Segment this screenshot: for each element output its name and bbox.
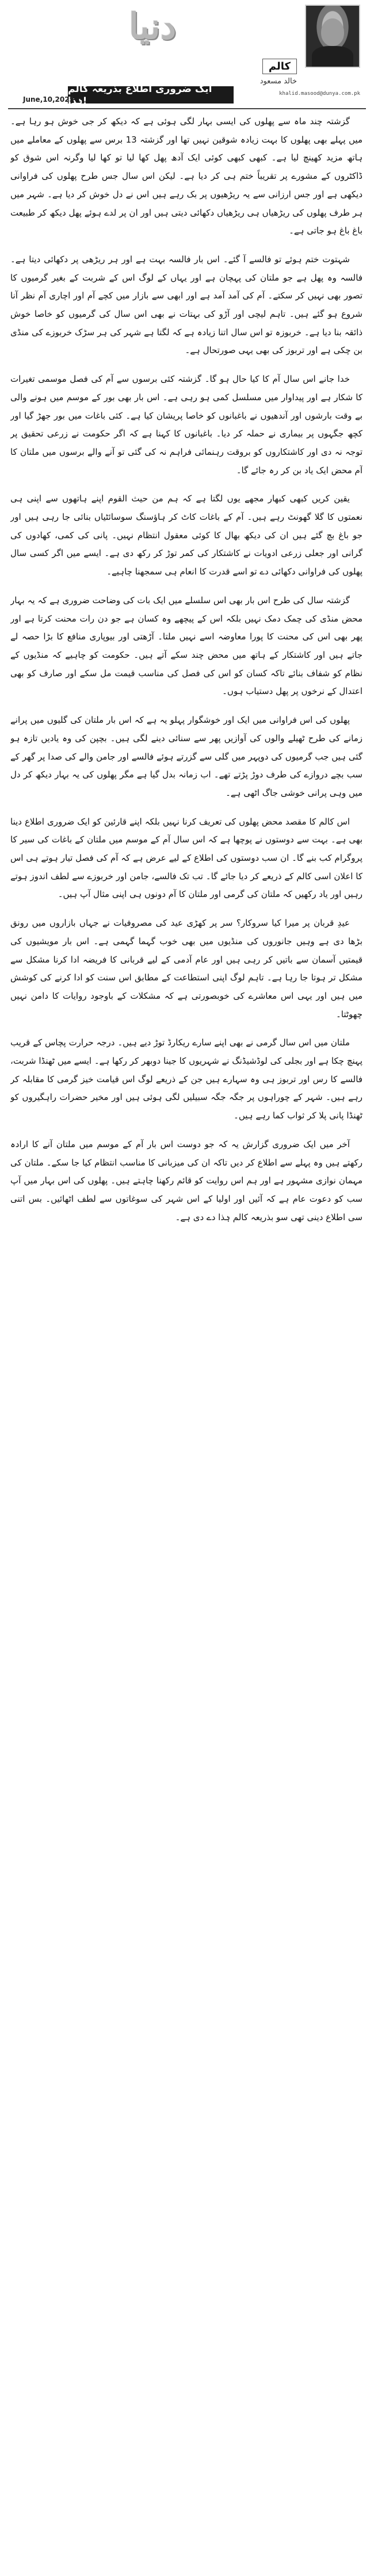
newspaper-logo	[98, 5, 207, 48]
article-paragraph: عیدِ قربان پر میرا کیا سروکار؟ سر پر کھڑی عید کی مصروفیات نے جہاں بازاروں میں رونق بڑھا دی ہے وہیں جانوروں کی منڈیوں میں بھی خوب گہما گہمی ہے۔ اس بار مویشیوں کی قیمتیں آسمان سے باتیں کر رہی ہیں اور عام آدمی کے لیے قربانی کا فریضہ ادا کرنا مشکل سے مشکل تر ہوتا جا رہا ہے۔ تاہم لوگ اپنی استطاعت کے مطابق اس سنت کو ادا کرنے کی کوشش میں ہیں اور یہی اس معاشرے کی خوبصورتی ہے کہ مشکلات کے باوجود روایات کا دامن نہیں چھوٹتا۔	[10, 918, 362, 1019]
article-paragraph: یقین کریں کبھی کبھار مجھے یوں لگتا ہے کہ ہم من حیث القوم اپنے ہاتھوں سے اپنی ہی نعمتوں کا گلا گھونٹ رہے ہیں۔ آم کے باغات کاٹ کر ہاؤسنگ سوسائٹیاں بنائی جا رہی ہیں اور جو باغ بچ گئے ہیں ان کی دیکھ بھال کا کوئی معقول انتظام نہیں۔ پانی کی کمی، کھادوں کی گرانی اور جعلی زرعی ادویات نے کاشتکار کی کمر توڑ کر رکھ دی ہے۔ ایسے میں اگر کسی سال پھلوں کی فراوانی دکھائی دے تو اسے قدرت کا انعام ہی سمجھنا چاہیے۔	[10, 493, 362, 577]
article-paragraph: اس کالم کا مقصد محض پھلوں کی تعریف کرنا نہیں بلکہ اپنے قارئین کو ایک ضروری اطلاع دینا بھی ہے۔ بہت سے دوستوں نے پوچھا ہے کہ اس سال آم کے موسم میں ملتان کے باغات کی سیر کا پروگرام کب بنے گا۔ ان سب دوستوں کی اطلاع کے لیے عرض ہے کہ آم کی فصل تیار ہوتے ہی اس کا اعلان اسی کالم کے ذریعے کر دیا جائے گا۔ تب تک فالسے، جامن اور خربوزے سے لطف اندوز ہوتے رہیں اور یاد رکھیں کہ ملتان کی گرمی اور ملتان کا آم دونوں ہی اپنی مثال آپ ہیں۔	[10, 816, 362, 900]
author-email[interactable]: khalid.masood@dunya.com.pk	[279, 91, 360, 97]
article-paragraph: آخر میں ایک ضروری گزارش یہ کہ جو دوست اس بار آم کے موسم میں ملتان آنے کا ارادہ رکھتے ہیں وہ پہلے سے اطلاع کر دیں تاکہ ان کی میزبانی کا مناسب انتظام کیا جا سکے۔ ملتان کی مہمان نوازی مشہور ہے اور ہم اس روایت کو قائم رکھنا چاہتے ہیں۔ پھلوں کی اس بہار میں آپ سب کو دعوت عام ہے کہ آئیں اور اولیا کے اس شہر کی سوغاتوں سے لطف اٹھائیں۔ بس اتنی سی اطلاع دینی تھی سو بذریعہ کالم ہٰذا دے دی ہے۔	[10, 1138, 362, 1222]
author-photo	[305, 5, 360, 68]
logo-text: دنیا	[128, 5, 177, 47]
header-divider	[8, 108, 366, 109]
article-paragraph: پھلوں کی اس فراوانی میں ایک اور خوشگوار پہلو یہ ہے کہ اس بار ملتان کی گلیوں میں پرانے زمانے کی طرح ٹھیلے والوں کی آوازیں پھر سے سنائی دینے لگی ہیں۔ بچپن کی وہ یادیں تازہ ہو گئی ہیں جب گرمیوں کی دوپہر میں گلی سے گزرتے ہوئے فالسے اور جامن والے کی صدا پر گھر کے سب بچے دروازے کی طرف دوڑ پڑتے تھے۔ اب زمانہ بدل گیا ہے مگر پھلوں کی یہ بہار دیکھ کر دل میں وہی پرانی خوشی جاگ اٹھی ہے۔	[10, 715, 362, 798]
author-name: خالد مسعود	[259, 77, 297, 86]
column-badge	[262, 59, 297, 74]
article-paragraph: گزشتہ سال کی طرح اس بار بھی اس سلسلے میں ایک بات کی وضاحت ضروری ہے کہ یہ بہار محض منڈی کی چمک دمک نہیں بلکہ اس کے پیچھے وہ کسان ہے جو دن رات محنت کرتا ہے اور پھر بھی اس کی محنت کا پورا معاوضہ اسے نہیں ملتا۔ آڑھتی اور بیوپاری منافع کا بڑا حصہ لے جاتے ہیں اور کاشتکار کے ہاتھ میں محض چند سکے آتے ہیں۔ حکومت کو چاہیے کہ منڈیوں کے نظام کو شفاف بنائے تاکہ کسان کو اس کی فصل کی مناسب قیمت مل سکے اور صارف کو بھی اعتدال کے نرخوں پر پھل دستیاب ہوں۔	[10, 595, 362, 697]
article-paragraph: خدا جانے اس سال آم کا کیا حال ہو گا۔ گزشتہ کئی برسوں سے آم کی فصل موسمی تغیرات کا شکار ہے اور پیداوار میں مسلسل کمی ہو رہی ہے۔ اس بار بھی بور کے موسم میں ہونے والی بے وقت بارشوں اور آندھیوں نے باغبانوں کو خاصا پریشان کیا ہے۔ کئی باغات میں بور جھڑ گیا اور کچھ جگہوں پر بیماری نے حملہ کر دیا۔ باغبانوں کا کہنا ہے کہ اگر حکومت نے زرعی تحقیق پر توجہ نہ دی اور کاشتکاروں کو بروقت رہنمائی فراہم نہ کی گئی تو آنے والے برسوں میں ملتان کا آم محض ایک یاد بن کر رہ جائے گا۔	[10, 374, 362, 476]
article-paragraph: ملتان میں اس سال گرمی نے بھی اپنے سارے ریکارڈ توڑ دیے ہیں۔ درجہ حرارت پچاس کے قریب پہنچ چکا ہے اور بجلی کی لوڈشیڈنگ نے شہریوں کا جینا دوبھر کر رکھا ہے۔ ایسے میں ٹھنڈا شربت، فالسے کا رس اور تربوز ہی وہ سہارے ہیں جن کے ذریعے لوگ اس قیامت خیز گرمی کا مقابلہ کر رہے ہیں۔ شہر کے چوراہوں پر جگہ جگہ سبیلیں لگی ہوئی ہیں اور مخیر حضرات راہگیروں کو ٹھنڈا پانی پلا کر ثواب کما رہے ہیں۔	[10, 1037, 362, 1121]
article-body	[10, 113, 362, 2571]
column-title: ایک ضروری اطلاع بذریعہ کالم ہٰذا!	[68, 86, 234, 103]
article-paragraph: شہتوت ختم ہوئے تو فالسے آ گئے۔ اس بار فالسہ بہت ہے اور ہر ریڑھی پر دکھائی دیتا ہے۔ فالسہ وہ پھل ہے جو ملتان کی پہچان ہے اور یہاں کے لوگ اس کے شربت کے بغیر گرمیوں کا تصور بھی نہیں کر سکتے۔ آم کی آمد آمد ہے اور ابھی سے بازار میں کچے آم اور اچاری آم نظر آنا شروع ہو گئے ہیں۔ تاہم لیچی اور آڑو کی بہتات نے بھی اس سال کی گرمیوں کو خاصا خوش ذائقہ بنا دیا ہے۔ خربوزہ تو اس سال اتنا زیادہ ہے کہ لگتا ہے شہر کی ہر سڑک خربوزے کی منڈی بن چکی ہے اور تربوز کی بھی یہی صورتحال ہے۔	[10, 254, 362, 356]
column-badge-label: کالم	[268, 60, 291, 72]
publish-date: June,10,2025	[23, 95, 74, 103]
article-paragraph: گزشتہ چند ماہ سے پھلوں کی ایسی بہار لگی ہوئی ہے کہ دیکھ کر جی خوش ہو رہا ہے۔ میں پہلے بھی پھلوں کا بہت زیادہ شوقین نہیں تھا اور گزشتہ 13 برس سے پھلوں کے معاملے میں ہاتھ مزید کھینچ لیا ہے۔ کبھی کبھی کوئی ایک آدھ پھل کھا لیا تو کھا لیا وگرنہ اس شوق کو ڈاکٹروں کے مشورے پر تقریباً ختم ہی کر دیا ہے۔ لیکن اس سال جس طرح پھلوں کی فراوانی دیکھی ہے اور جس ارزانی سے یہ ریڑھیوں پر بک رہے ہیں اس نے دل خوش کر دیا ہے۔ شہر میں ہر طرف پھلوں کی ریڑھیاں ہی ریڑھیاں دکھائی دیتی ہیں اور ان پر لدے ہوئے پھل دیکھ کر طبیعت باغ باغ ہو جاتی ہے۔	[10, 116, 362, 236]
